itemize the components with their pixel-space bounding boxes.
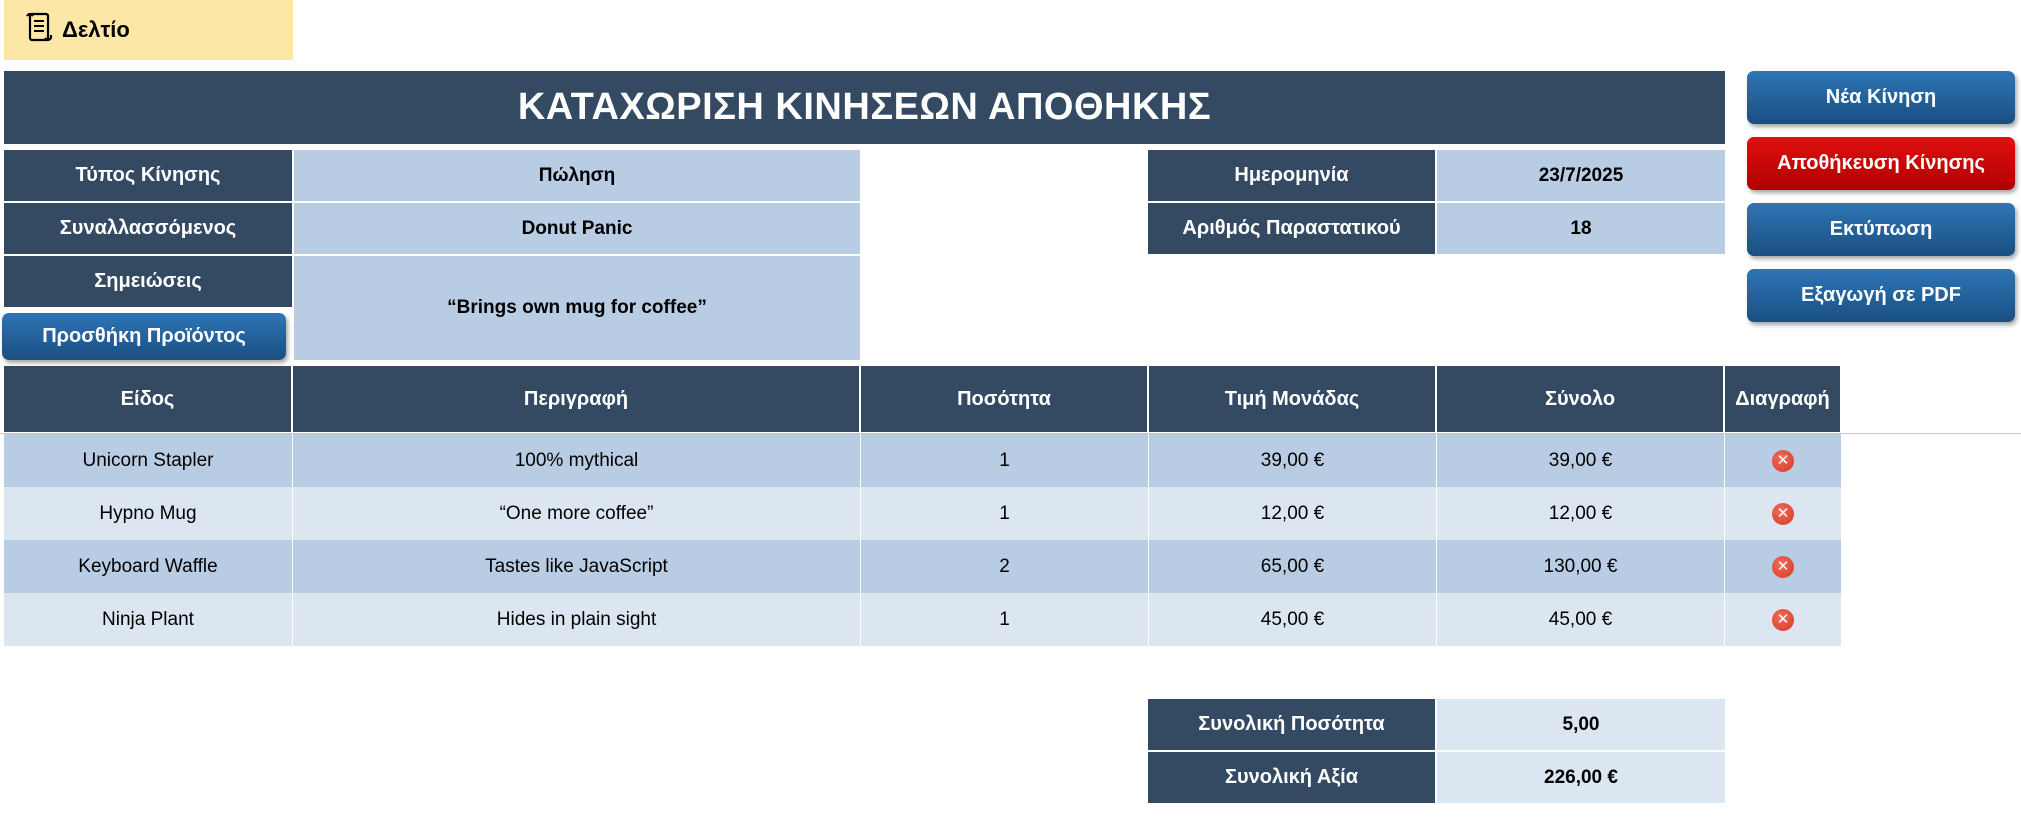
- type-label: Τύπος Κίνησης: [4, 150, 292, 201]
- table-row: [4, 540, 1842, 593]
- cell-delete: [1725, 434, 1842, 487]
- doc-number-label: Αριθμός Παραστατικού: [1148, 203, 1435, 254]
- party-label: Συναλλασσόμενος: [4, 203, 292, 254]
- date-field[interactable]: 23/7/2025: [1437, 150, 1725, 201]
- sheet-tag: [4, 0, 293, 60]
- cell-unit-price[interactable]: 12,00 €: [1149, 487, 1437, 540]
- delete-icon[interactable]: ✕: [1772, 556, 1794, 578]
- print-button[interactable]: Εκτύπωση: [1747, 203, 2015, 256]
- cell-total[interactable]: 130,00 €: [1437, 540, 1725, 593]
- delete-icon[interactable]: ✕: [1772, 503, 1794, 525]
- scroll-icon: [24, 11, 62, 49]
- delete-icon[interactable]: ✕: [1772, 450, 1794, 472]
- cell-delete: [1725, 487, 1842, 540]
- cell-quantity[interactable]: 2: [861, 540, 1149, 593]
- header-quantity: Ποσότητα: [861, 366, 1149, 432]
- cell-total[interactable]: 12,00 €: [1437, 487, 1725, 540]
- header-delete: Διαγραφή: [1725, 366, 1842, 432]
- add-product-button[interactable]: Προσθήκη Προϊόντος: [2, 313, 286, 360]
- notes-field[interactable]: “Brings own mug for coffee”: [294, 256, 860, 360]
- cell-description[interactable]: Tastes like JavaScript: [293, 540, 861, 593]
- header-item: Είδος: [4, 366, 293, 432]
- notes-label: Σημειώσεις: [4, 256, 292, 307]
- cell-description[interactable]: Hides in plain sight: [293, 593, 861, 646]
- cell-item[interactable]: Ninja Plant: [4, 593, 293, 646]
- table-row: [4, 434, 1842, 487]
- cell-unit-price[interactable]: 45,00 €: [1149, 593, 1437, 646]
- table-row: [4, 593, 1842, 646]
- table-row: [4, 487, 1842, 540]
- total-value-value: 226,00 €: [1437, 752, 1725, 803]
- cell-item[interactable]: Hypno Mug: [4, 487, 293, 540]
- doc-number-field[interactable]: 18: [1437, 203, 1725, 254]
- cell-quantity[interactable]: 1: [861, 434, 1149, 487]
- header-total: Σύνολο: [1437, 366, 1725, 432]
- header-description: Περιγραφή: [293, 366, 861, 432]
- table-header: [4, 366, 1842, 432]
- cell-total[interactable]: 45,00 €: [1437, 593, 1725, 646]
- cell-unit-price[interactable]: 39,00 €: [1149, 434, 1437, 487]
- cell-unit-price[interactable]: 65,00 €: [1149, 540, 1437, 593]
- cell-description[interactable]: 100% mythical: [293, 434, 861, 487]
- new-move-button[interactable]: Νέα Κίνηση: [1747, 71, 2015, 124]
- party-field[interactable]: Donut Panic: [294, 203, 860, 254]
- cell-quantity[interactable]: 1: [861, 593, 1149, 646]
- cell-description[interactable]: “One more coffee”: [293, 487, 861, 540]
- page-title: ΚΑΤΑΧΩΡΙΣΗ ΚΙΝΗΣΕΩΝ ΑΠΟΘΗΚΗΣ: [4, 71, 1725, 144]
- cell-total[interactable]: 39,00 €: [1437, 434, 1725, 487]
- date-label: Ημερομηνία: [1148, 150, 1435, 201]
- cell-item[interactable]: Unicorn Stapler: [4, 434, 293, 487]
- export-pdf-button[interactable]: Εξαγωγή σε PDF: [1747, 269, 2015, 322]
- cell-delete: [1725, 540, 1842, 593]
- header-unit-price: Τιμή Μονάδας: [1149, 366, 1437, 432]
- cell-quantity[interactable]: 1: [861, 487, 1149, 540]
- total-quantity-value: 5,00: [1437, 699, 1725, 750]
- save-move-button[interactable]: Αποθήκευση Κίνησης: [1747, 137, 2015, 190]
- cell-delete: [1725, 593, 1842, 646]
- sheet-tag-label: Δελτίο: [62, 17, 130, 42]
- delete-icon[interactable]: ✕: [1772, 609, 1794, 631]
- total-quantity-label: Συνολική Ποσότητα: [1148, 699, 1435, 750]
- total-value-label: Συνολική Αξία: [1148, 752, 1435, 803]
- type-field[interactable]: Πώληση: [294, 150, 860, 201]
- cell-item[interactable]: Keyboard Waffle: [4, 540, 293, 593]
